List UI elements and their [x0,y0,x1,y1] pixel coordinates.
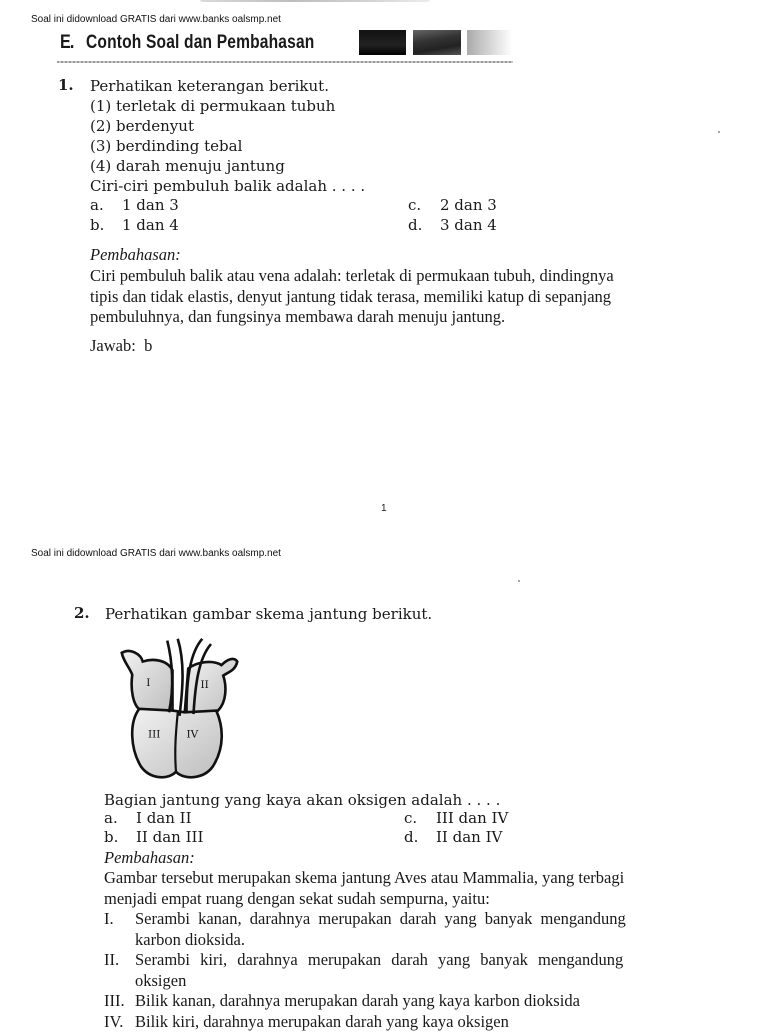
item-line: karbon dioksida. [135,930,694,951]
section-header [60,31,365,55]
question-prompt: Perhatikan keterangan berikut. [90,76,365,96]
item-line: oksigen [135,971,694,992]
option-text: 2 dan 3 [440,196,497,214]
section-letter: E. [60,32,82,54]
option-text: 3 dan 4 [440,216,497,234]
option-letter: c. [408,195,440,215]
option-text: 1 dan 4 [122,216,179,234]
section-title: Contoh Soal dan Pembahasan [86,32,314,54]
option-text: II dan IV [436,828,502,846]
chamber-label-III: III [148,729,160,741]
chamber-item-IV [104,1012,694,1032]
item-label: III. [104,991,135,1012]
header-decor-bar-light [467,30,512,55]
chamber-item-II [104,950,694,991]
header-decor-bar-mid [413,30,461,55]
discussion-line: Ciri pembuluh balik atau vena adalah: terletak di permukaan tubuh, dindingnya [90,266,720,287]
item-line: Bilik kiri, darahnya merupakan darah yang kaya oksigen [135,1012,694,1032]
question-stem: Bagian jantung yang kaya akan oksigen adalah . . . . [104,790,500,810]
option-b [90,215,179,235]
item-label: I. [104,909,135,950]
chamber-label-I: I [146,677,150,689]
item-line: Serambi kiri, darahnya merupakan darah yang banyak mengandung [135,950,694,971]
discussion-label: Pembahasan: [104,848,195,868]
statement: (2) berdenyut [90,116,365,136]
question-stem: Ciri-ciri pembuluh balik adalah . . . . [90,176,365,196]
watermark-text: Soal ini didownload GRATIS dari www.banks oalsmp.net [31,548,281,559]
answer [90,336,152,357]
clipped-previous-content [200,0,430,2]
heart-diagram [106,630,246,785]
scan-speck [718,131,720,133]
chamber-label-IV: IV [187,729,199,741]
discussion-line: pembuluhnya, dan fungsinya membawa darah menuju jantung. [90,307,720,328]
question-prompt: Perhatikan gambar skema jantung berikut. [105,604,432,624]
item-label: IV. [104,1012,135,1032]
header-divider [57,61,513,63]
question-1 [90,76,365,196]
option-c [404,808,508,828]
chamber-item-I [104,909,694,950]
watermark-text: Soal ini didownload GRATIS dari www.banks oalsmp.net [31,14,281,25]
question-number: 2. [74,604,90,622]
option-letter: d. [408,215,440,235]
item-line: Bilik kanan, darahnya merupakan darah yang kaya karbon dioksida [135,991,694,1012]
option-letter: c. [404,808,436,828]
option-c [408,195,497,215]
page-number: 1 [381,503,387,514]
option-letter: b. [90,215,122,235]
statement: (4) darah menuju jantung [90,156,365,176]
discussion-text [104,868,694,1032]
discussion-line: tipis dan tidak elastis, denyut jantung tidak terasa, memiliki katup di sepanjang [90,287,720,308]
header-decor-bar-dark [359,30,406,55]
option-b [104,827,203,847]
discussion-text [90,266,720,328]
statement: (3) berdinding tebal [90,136,365,156]
answer-label: Jawab: [90,336,136,355]
option-text: III dan IV [436,809,508,827]
option-d [404,827,502,847]
answer-value: b [144,336,152,355]
option-text: 1 dan 3 [122,196,179,214]
heart-schematic-icon [106,630,246,785]
option-letter: d. [404,827,436,847]
chamber-item-III [104,991,694,1012]
option-d [408,215,497,235]
item-line: Serambi kanan, darahnya merupakan darah yang banyak mengandung [135,909,694,930]
option-a [90,195,179,215]
discussion-line: menjadi empat ruang dengan sekat sudah sempurna, yaitu: [104,889,694,910]
statement: (1) terletak di permukaan tubuh [90,96,365,116]
option-text: I dan II [136,809,192,827]
discussion-line: Gambar tersebut merupakan skema jantung Aves atau Mammalia, yang terbagi [104,868,694,889]
item-label: II. [104,950,135,991]
option-letter: a. [90,195,122,215]
option-a [104,808,192,828]
option-text: II dan III [136,828,203,846]
discussion-label: Pembahasan: [90,245,181,265]
question-number: 1. [58,76,74,94]
chamber-label-II: II [201,679,209,691]
option-letter: b. [104,827,136,847]
scan-speck [518,580,520,582]
option-letter: a. [104,808,136,828]
